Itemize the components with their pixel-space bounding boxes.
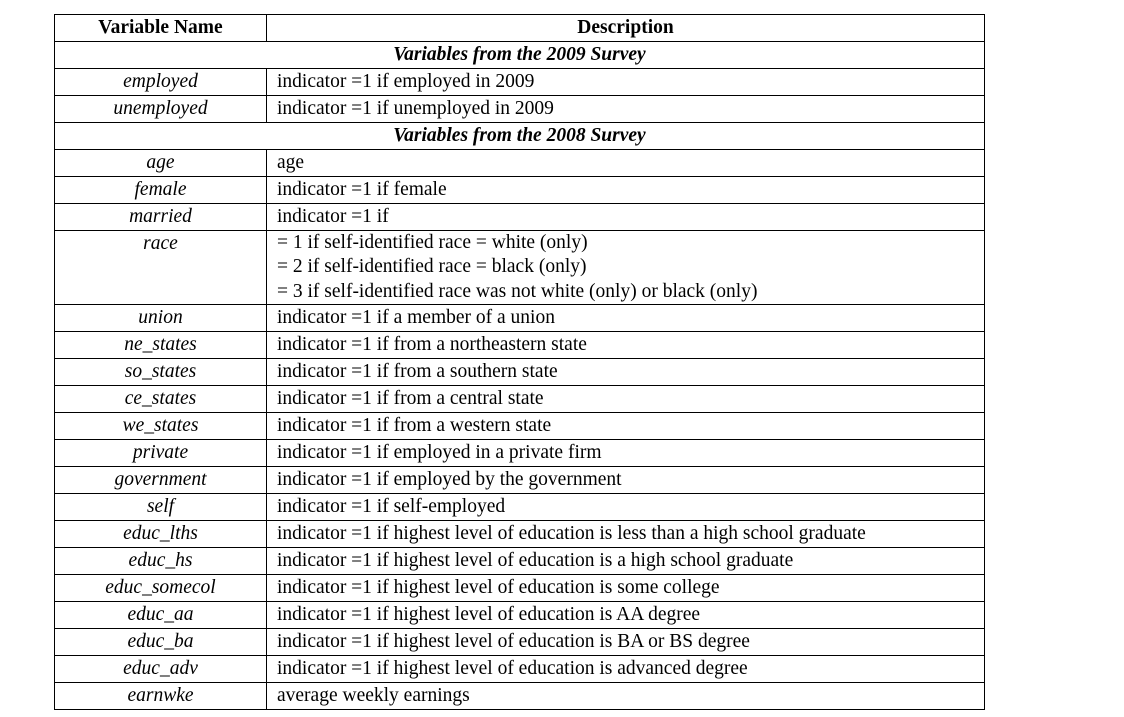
variable-name-cell: educ_somecol [55,574,267,601]
description-line: average weekly earnings [277,684,470,706]
description-cell [267,231,985,305]
variable-name-cell: ne_states [55,331,267,358]
description-cell [267,520,985,547]
description-cell [267,493,985,520]
table-row [55,358,985,385]
section-title: Variables from the 2009 Survey [55,42,985,69]
section-header-row [55,42,985,69]
variable-name-cell: educ_lths [55,520,267,547]
table-row [55,628,985,655]
description-line: indicator =1 if from a western state [277,414,552,436]
table-row [55,493,985,520]
variable-name-cell: married [55,204,267,231]
variable-name-cell: educ_adv [55,655,267,682]
description-cell [267,628,985,655]
header-row [55,15,985,42]
table-row [55,231,985,305]
table-row [55,601,985,628]
variable-name-cell: educ_ba [55,628,267,655]
description-line: indicator =1 if highest level of education is BA or BS degree [277,630,750,652]
variable-name-cell: age [55,150,267,177]
variable-name-cell: we_states [55,412,267,439]
table-row [55,96,985,123]
description-cell [267,412,985,439]
description-line: indicator =1 if highest level of education is AA degree [277,603,701,625]
table-row [55,412,985,439]
description-cell [267,177,985,204]
description-line: indicator =1 if from a northeastern state [277,333,587,355]
description-line: indicator =1 if employed in 2009 [277,71,535,92]
variable-name-cell: female [55,177,267,204]
description-cell [267,439,985,466]
description-line: indicator =1 if highest level of education is a high school graduate [277,549,794,571]
description-cell [267,96,985,123]
table-row [55,204,985,231]
description-cell [267,385,985,412]
table-row [55,655,985,682]
description-line: age [277,152,305,173]
variable-name-cell: ce_states [55,385,267,412]
variable-name-cell: educ_hs [55,547,267,574]
description-line: indicator =1 if highest level of education is advanced degree [277,657,748,679]
description-line: = 3 if self-identified race was not white (only) or black (only) [277,280,758,302]
description-cell [267,574,985,601]
variable-name-cell: unemployed [55,96,267,123]
section-header-row [55,123,985,150]
description-line: indicator =1 if employed by the government [277,468,622,490]
variable-table [54,14,985,710]
header-description: Description [267,15,985,42]
section-title: Variables from the 2008 Survey [55,123,985,150]
variable-name-cell: self [55,493,267,520]
description-cell [267,601,985,628]
table-row [55,466,985,493]
description-line: indicator =1 if from a southern state [277,360,558,382]
description-line: indicator =1 if self-employed [277,495,506,517]
description-cell [267,358,985,385]
description-cell [267,547,985,574]
table-row [55,682,985,709]
variable-name-cell: so_states [55,358,267,385]
description-line: indicator =1 if employed in a private firm [277,441,602,463]
table-row [55,574,985,601]
variable-name-cell: race [55,231,267,305]
table-body [55,42,985,710]
table-row [55,520,985,547]
description-line: = 2 if self-identified race = black (only) [277,256,587,278]
table-row [55,547,985,574]
description-line: indicator =1 if highest level of education is less than a high school graduate [277,522,866,544]
description-line: = 1 if self-identified race = white (only) [277,232,588,253]
description-cell [267,69,985,96]
table-row [55,150,985,177]
table-row [55,331,985,358]
description-line: indicator =1 if highest level of education is some college [277,576,720,598]
variable-name-cell: employed [55,69,267,96]
description-cell [267,331,985,358]
description-cell [267,150,985,177]
description-line: indicator =1 if unemployed in 2009 [277,98,554,119]
table-row [55,177,985,204]
description-cell [267,466,985,493]
description-line: indicator =1 if from a central state [277,387,544,409]
variable-name-cell: government [55,466,267,493]
description-line: indicator =1 if [277,206,389,227]
variable-name-cell: union [55,304,267,331]
table-row [55,439,985,466]
description-cell [267,655,985,682]
variable-name-cell: educ_aa [55,601,267,628]
table-row [55,69,985,96]
description-line: indicator =1 if a member of a union [277,306,555,328]
table-row [55,385,985,412]
description-cell [267,204,985,231]
variable-name-cell: earnwke [55,682,267,709]
description-cell [267,682,985,709]
description-line: indicator =1 if female [277,179,447,200]
table-row [55,304,985,331]
variable-name-cell: private [55,439,267,466]
description-cell [267,304,985,331]
header-variable-name: Variable Name [55,15,267,42]
